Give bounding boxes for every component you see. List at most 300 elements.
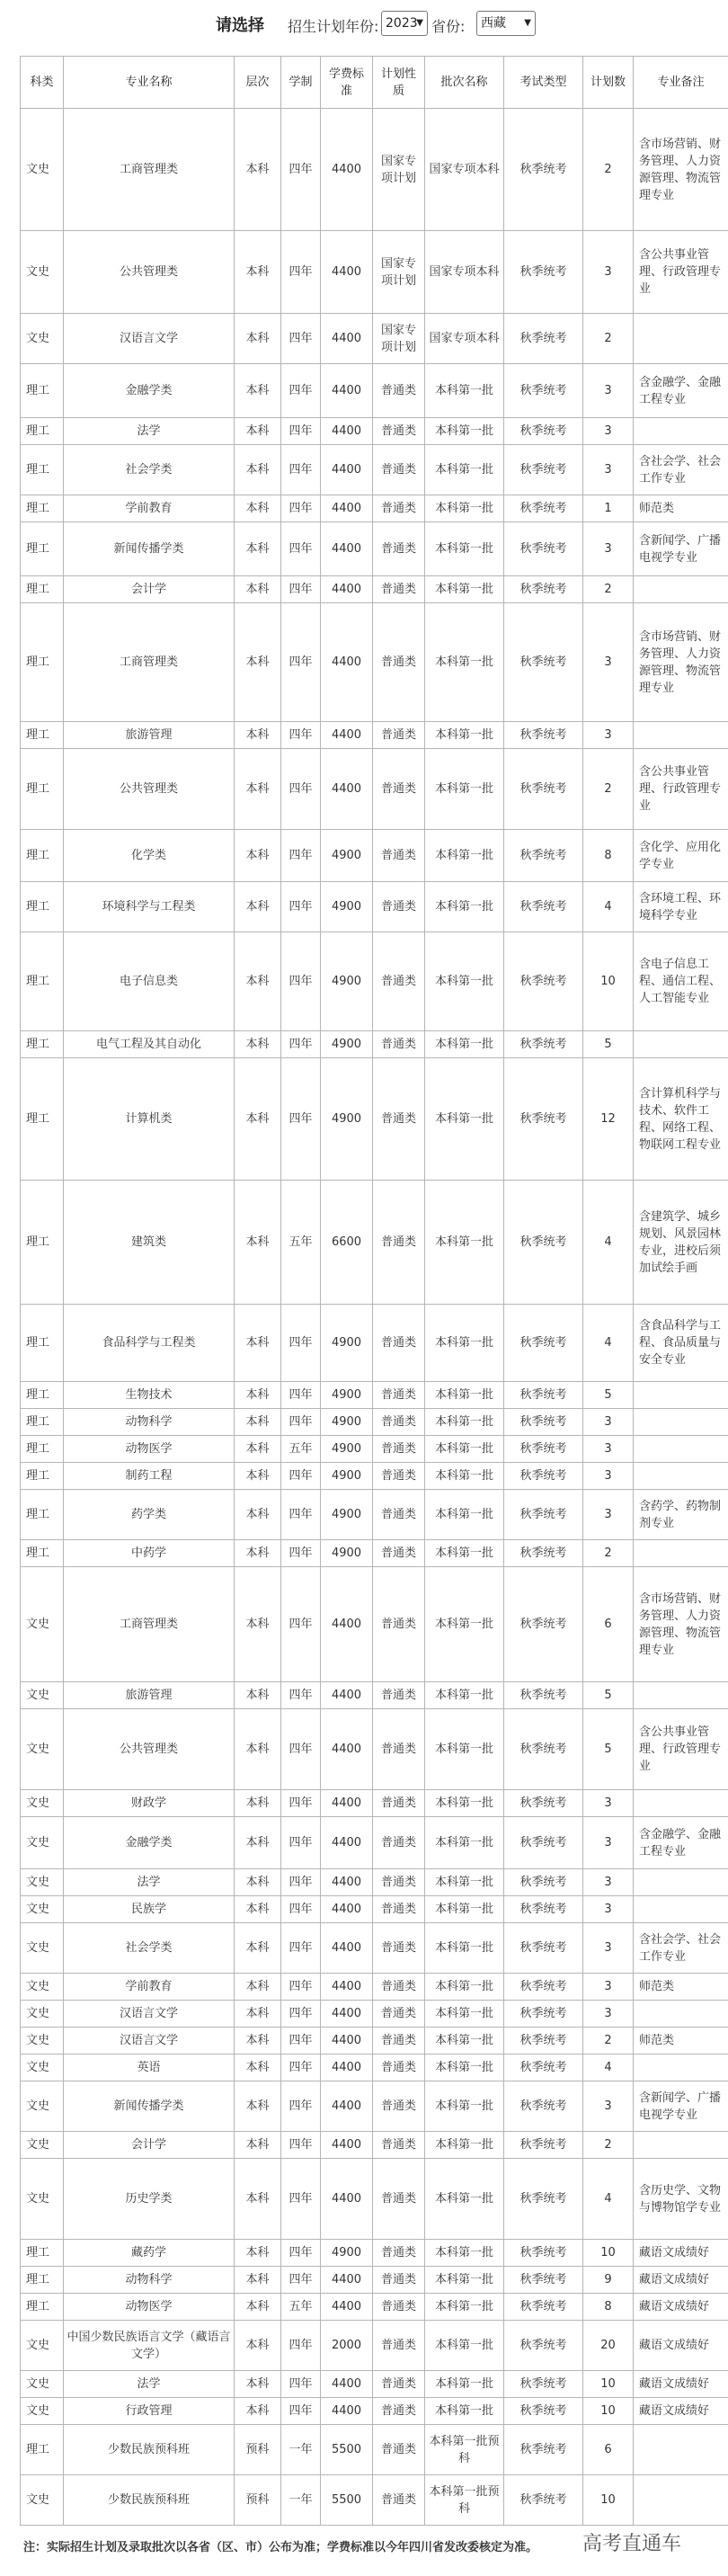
- level-cell: 本科: [235, 495, 281, 522]
- quota-cell: 3: [583, 1923, 634, 1974]
- tuition-cell: 4400: [321, 1817, 373, 1869]
- quota-cell: 9: [583, 2267, 634, 2294]
- duration-cell: 四年: [281, 2132, 321, 2159]
- duration-cell: 四年: [281, 1923, 321, 1974]
- plan-type-cell: 普通类: [373, 830, 425, 882]
- tuition-cell: 4400: [321, 1709, 373, 1790]
- plan-type-cell: 普通类: [373, 2294, 425, 2321]
- year-select-value: 2023: [386, 16, 418, 31]
- tuition-cell: 4900: [321, 1490, 373, 1540]
- remark-cell: [634, 314, 728, 364]
- level-cell: 本科: [235, 932, 281, 1031]
- level-cell: 本科: [235, 2028, 281, 2055]
- tuition-cell: 4400: [321, 231, 373, 314]
- exam-type-cell: 秋季统考: [504, 1869, 583, 1896]
- level-cell: 本科: [235, 231, 281, 314]
- level-cell: 本科: [235, 1567, 281, 1682]
- batch-cell: 国家专项本科: [425, 314, 504, 364]
- tuition-cell: 4400: [321, 364, 373, 418]
- exam-type-cell: 秋季统考: [504, 1567, 583, 1682]
- major-name-cell: 计算机类: [64, 1058, 235, 1181]
- exam-type-cell: 秋季统考: [504, 576, 583, 603]
- tuition-cell: 4400: [321, 1682, 373, 1709]
- table-row: [21, 1974, 728, 2001]
- level-cell: 本科: [235, 2371, 281, 2398]
- tuition-cell: 4400: [321, 2001, 373, 2028]
- category-cell: 文史: [21, 1682, 64, 1709]
- tuition-cell: 4400: [321, 576, 373, 603]
- major-name-cell: 电气工程及其自动化: [64, 1031, 235, 1058]
- quota-cell: 2: [583, 2028, 634, 2055]
- exam-type-cell: 秋季统考: [504, 1790, 583, 1817]
- major-name-cell: 化学类: [64, 830, 235, 882]
- category-cell: 理工: [21, 1436, 64, 1463]
- duration-cell: 四年: [281, 2081, 321, 2132]
- level-cell: 本科: [235, 314, 281, 364]
- exam-type-cell: 秋季统考: [504, 1031, 583, 1058]
- duration-cell: 四年: [281, 1305, 321, 1382]
- category-cell: 理工: [21, 882, 64, 932]
- level-cell: 本科: [235, 522, 281, 576]
- table-row: [21, 1409, 728, 1436]
- tuition-cell: 4900: [321, 1409, 373, 1436]
- level-cell: 本科: [235, 1869, 281, 1896]
- province-label: 省份:: [431, 18, 466, 35]
- duration-cell: 四年: [281, 495, 321, 522]
- category-cell: 文史: [21, 2475, 64, 2526]
- table-row: [21, 882, 728, 932]
- tuition-cell: 4400: [321, 603, 373, 722]
- year-select[interactable]: [381, 11, 428, 36]
- remark-cell: 含新闻学、广播电视学专业: [634, 522, 728, 576]
- table-row: [21, 1923, 728, 1974]
- level-cell: 本科: [235, 1923, 281, 1974]
- exam-type-cell: 秋季统考: [504, 1709, 583, 1790]
- quota-cell: 2: [583, 1540, 634, 1567]
- major-name-cell: 工商管理类: [64, 603, 235, 722]
- level-cell: 本科: [235, 2055, 281, 2081]
- plan-type-cell: 普通类: [373, 1869, 425, 1896]
- table-header-row: [21, 57, 728, 109]
- batch-cell: 本科第一批: [425, 1409, 504, 1436]
- category-cell: 理工: [21, 2240, 64, 2267]
- header-cell: 学制: [281, 57, 321, 109]
- plan-type-cell: 普通类: [373, 2055, 425, 2081]
- remark-cell: 含计算机科学与技术、软件工程、网络工程、物联网工程专业: [634, 1058, 728, 1181]
- duration-cell: 五年: [281, 2294, 321, 2321]
- remark-cell: [634, 1682, 728, 1709]
- exam-type-cell: 秋季统考: [504, 882, 583, 932]
- remark-cell: 含社会学、社会工作专业: [634, 445, 728, 495]
- tuition-cell: 4900: [321, 1305, 373, 1382]
- plan-type-cell: 国家专项计划: [373, 314, 425, 364]
- major-name-cell: 动物医学: [64, 2294, 235, 2321]
- remark-cell: 师范类: [634, 2028, 728, 2055]
- remark-cell: [634, 2055, 728, 2081]
- major-name-cell: 少数民族预科班: [64, 2425, 235, 2475]
- plan-type-cell: 普通类: [373, 1896, 425, 1923]
- plan-type-cell: 普通类: [373, 932, 425, 1031]
- duration-cell: 四年: [281, 522, 321, 576]
- quota-cell: 10: [583, 2398, 634, 2425]
- remark-cell: 藏语文成绩好: [634, 2371, 728, 2398]
- category-cell: 理工: [21, 445, 64, 495]
- major-name-cell: 社会学类: [64, 1923, 235, 1974]
- exam-type-cell: 秋季统考: [504, 109, 583, 231]
- tuition-cell: 4400: [321, 445, 373, 495]
- exam-type-cell: 秋季统考: [504, 1896, 583, 1923]
- tuition-cell: 4400: [321, 1790, 373, 1817]
- category-cell: 文史: [21, 2132, 64, 2159]
- batch-cell: 本科第一批: [425, 1540, 504, 1567]
- category-cell: 文史: [21, 1790, 64, 1817]
- exam-type-cell: 秋季统考: [504, 1181, 583, 1305]
- level-cell: 本科: [235, 445, 281, 495]
- remark-cell: [634, 1031, 728, 1058]
- batch-cell: 本科第一批: [425, 1923, 504, 1974]
- tuition-cell: 4900: [321, 1382, 373, 1409]
- batch-cell: 本科第一批: [425, 2055, 504, 2081]
- major-name-cell: 金融学类: [64, 1817, 235, 1869]
- duration-cell: 四年: [281, 1463, 321, 1490]
- batch-cell: 本科第一批: [425, 603, 504, 722]
- level-cell: 本科: [235, 722, 281, 749]
- header-cell: 计划性质: [373, 57, 425, 109]
- duration-cell: 四年: [281, 1709, 321, 1790]
- table-row: [21, 1709, 728, 1790]
- tuition-cell: 2000: [321, 2321, 373, 2371]
- table-row: [21, 2001, 728, 2028]
- tuition-cell: 4400: [321, 109, 373, 231]
- table-row: [21, 576, 728, 603]
- level-cell: 本科: [235, 576, 281, 603]
- level-cell: 本科: [235, 882, 281, 932]
- major-name-cell: 电子信息类: [64, 932, 235, 1031]
- duration-cell: 四年: [281, 1974, 321, 2001]
- header-cell: 专业备注: [634, 57, 728, 109]
- plan-type-cell: 普通类: [373, 1305, 425, 1382]
- batch-cell: 本科第一批: [425, 1682, 504, 1709]
- table-row: [21, 1790, 728, 1817]
- exam-type-cell: 秋季统考: [504, 1305, 583, 1382]
- batch-cell: 本科第一批: [425, 749, 504, 830]
- major-name-cell: 汉语言文学: [64, 2001, 235, 2028]
- duration-cell: 四年: [281, 2159, 321, 2240]
- remark-cell: 含市场营销、财务管理、人力资源管理、物流管理专业: [634, 603, 728, 722]
- exam-type-cell: 秋季统考: [504, 1436, 583, 1463]
- quota-cell: 2: [583, 576, 634, 603]
- batch-cell: 本科第一批: [425, 1463, 504, 1490]
- level-cell: 本科: [235, 2321, 281, 2371]
- category-cell: 理工: [21, 576, 64, 603]
- remark-cell: 藏语文成绩好: [634, 2321, 728, 2371]
- tuition-cell: 5500: [321, 2425, 373, 2475]
- quota-cell: 5: [583, 1382, 634, 1409]
- remark-cell: 含市场营销、财务管理、人力资源管理、物流管理专业: [634, 109, 728, 231]
- tuition-cell: 4400: [321, 2294, 373, 2321]
- level-cell: 本科: [235, 1896, 281, 1923]
- category-cell: 理工: [21, 932, 64, 1031]
- exam-type-cell: 秋季统考: [504, 1490, 583, 1540]
- level-cell: 本科: [235, 2081, 281, 2132]
- major-name-cell: 动物科学: [64, 1409, 235, 1436]
- quota-cell: 3: [583, 1817, 634, 1869]
- exam-type-cell: 秋季统考: [504, 522, 583, 576]
- remark-cell: 含公共事业管理、行政管理专业: [634, 749, 728, 830]
- duration-cell: 四年: [281, 2055, 321, 2081]
- remark-cell: [634, 1409, 728, 1436]
- category-cell: 文史: [21, 314, 64, 364]
- watermark-logo: 高考直通车: [582, 2533, 682, 2555]
- major-name-cell: 药学类: [64, 1490, 235, 1540]
- level-cell: 本科: [235, 109, 281, 231]
- tuition-cell: 4400: [321, 495, 373, 522]
- quota-cell: 3: [583, 364, 634, 418]
- remark-cell: 藏语文成绩好: [634, 2267, 728, 2294]
- batch-cell: 本科第一批: [425, 2398, 504, 2425]
- category-cell: 文史: [21, 1709, 64, 1790]
- major-name-cell: 新闻传播学类: [64, 522, 235, 576]
- header-cell: 专业名称: [64, 57, 235, 109]
- remark-cell: 师范类: [634, 495, 728, 522]
- major-name-cell: 汉语言文学: [64, 2028, 235, 2055]
- tuition-cell: 4400: [321, 2371, 373, 2398]
- duration-cell: 四年: [281, 445, 321, 495]
- table-row: [21, 2055, 728, 2081]
- exam-type-cell: 秋季统考: [504, 495, 583, 522]
- batch-cell: 本科第一批: [425, 2294, 504, 2321]
- exam-type-cell: 秋季统考: [504, 603, 583, 722]
- quota-cell: 6: [583, 2425, 634, 2475]
- tuition-cell: 4400: [321, 522, 373, 576]
- category-cell: 理工: [21, 1409, 64, 1436]
- duration-cell: 四年: [281, 1031, 321, 1058]
- exam-type-cell: 秋季统考: [504, 2321, 583, 2371]
- batch-cell: 本科第一批: [425, 1490, 504, 1540]
- table-row: [21, 1490, 728, 1540]
- batch-cell: 本科第一批: [425, 495, 504, 522]
- category-cell: 理工: [21, 1181, 64, 1305]
- quota-cell: 4: [583, 2159, 634, 2240]
- major-name-cell: 法学: [64, 2371, 235, 2398]
- level-cell: 本科: [235, 1540, 281, 1567]
- exam-type-cell: 秋季统考: [504, 1923, 583, 1974]
- remark-cell: 含药学、药物制剂专业: [634, 1490, 728, 1540]
- level-cell: 本科: [235, 1031, 281, 1058]
- plan-type-cell: 普通类: [373, 522, 425, 576]
- major-name-cell: 法学: [64, 1869, 235, 1896]
- duration-cell: 四年: [281, 882, 321, 932]
- exam-type-cell: 秋季统考: [504, 1817, 583, 1869]
- duration-cell: 四年: [281, 1682, 321, 1709]
- quota-cell: 8: [583, 2294, 634, 2321]
- category-cell: 理工: [21, 749, 64, 830]
- major-name-cell: 公共管理类: [64, 749, 235, 830]
- quota-cell: 3: [583, 1463, 634, 1490]
- tuition-cell: 4400: [321, 2132, 373, 2159]
- duration-cell: 四年: [281, 1058, 321, 1181]
- major-name-cell: 民族学: [64, 1896, 235, 1923]
- table-row: [21, 1382, 728, 1409]
- quota-cell: 3: [583, 1974, 634, 2001]
- major-name-cell: 建筑类: [64, 1181, 235, 1305]
- major-name-cell: 动物科学: [64, 2267, 235, 2294]
- admission-plan-table: [20, 56, 728, 2526]
- batch-cell: 本科第一批: [425, 522, 504, 576]
- tuition-cell: 5500: [321, 2475, 373, 2526]
- batch-cell: 本科第一批: [425, 1058, 504, 1181]
- province-select[interactable]: [476, 11, 536, 36]
- remark-cell: 含公共事业管理、行政管理专业: [634, 1709, 728, 1790]
- batch-cell: 本科第一批: [425, 1817, 504, 1869]
- table-row: [21, 932, 728, 1031]
- remark-cell: [634, 722, 728, 749]
- tuition-cell: 4400: [321, 749, 373, 830]
- category-cell: 理工: [21, 1463, 64, 1490]
- batch-cell: 本科第一批: [425, 418, 504, 445]
- footnote: 注：实际招生计划及录取批次以各省（区、市）公布为准；学费标准以今年四川省发改委核定为准。: [23, 2541, 538, 2554]
- tuition-cell: 4900: [321, 1463, 373, 1490]
- quota-cell: 2: [583, 109, 634, 231]
- level-cell: 本科: [235, 2159, 281, 2240]
- duration-cell: 四年: [281, 2240, 321, 2267]
- duration-cell: 一年: [281, 2425, 321, 2475]
- batch-cell: 国家专项本科: [425, 109, 504, 231]
- batch-cell: 本科第一批: [425, 2159, 504, 2240]
- batch-cell: 本科第一批: [425, 1567, 504, 1682]
- batch-cell: 本科第一批: [425, 932, 504, 1031]
- batch-cell: 本科第一批: [425, 1974, 504, 2001]
- table-row: [21, 749, 728, 830]
- table-row: [21, 2028, 728, 2055]
- plan-type-cell: 普通类: [373, 1923, 425, 1974]
- tuition-cell: 4400: [321, 2159, 373, 2240]
- duration-cell: 四年: [281, 2028, 321, 2055]
- level-cell: 本科: [235, 2240, 281, 2267]
- quota-cell: 6: [583, 1567, 634, 1682]
- quota-cell: 12: [583, 1058, 634, 1181]
- category-cell: 理工: [21, 1490, 64, 1540]
- duration-cell: 四年: [281, 314, 321, 364]
- table-row: [21, 1869, 728, 1896]
- category-cell: 文史: [21, 1896, 64, 1923]
- plan-type-cell: 普通类: [373, 2398, 425, 2425]
- remark-cell: 含电子信息工程、通信工程、人工智能专业: [634, 932, 728, 1031]
- category-cell: 理工: [21, 603, 64, 722]
- plan-type-cell: 普通类: [373, 1382, 425, 1409]
- category-cell: 理工: [21, 2425, 64, 2475]
- quota-cell: 10: [583, 2240, 634, 2267]
- category-cell: 文史: [21, 2398, 64, 2425]
- table-row: [21, 1031, 728, 1058]
- plan-type-cell: 普通类: [373, 1490, 425, 1540]
- quota-cell: 5: [583, 1682, 634, 1709]
- duration-cell: 四年: [281, 2001, 321, 2028]
- duration-cell: 四年: [281, 1567, 321, 1682]
- exam-type-cell: 秋季统考: [504, 231, 583, 314]
- quota-cell: 4: [583, 1305, 634, 1382]
- level-cell: 本科: [235, 1463, 281, 1490]
- category-cell: 理工: [21, 1058, 64, 1181]
- table-row: [21, 495, 728, 522]
- tuition-cell: 4400: [321, 418, 373, 445]
- table-row: [21, 1817, 728, 1869]
- tuition-cell: 4900: [321, 2240, 373, 2267]
- batch-cell: 本科第一批: [425, 1709, 504, 1790]
- duration-cell: 四年: [281, 603, 321, 722]
- exam-type-cell: 秋季统考: [504, 1409, 583, 1436]
- plan-type-cell: 普通类: [373, 1540, 425, 1567]
- batch-cell: 本科第一批: [425, 722, 504, 749]
- table-row: [21, 1305, 728, 1382]
- category-cell: 文史: [21, 1869, 64, 1896]
- major-name-cell: 少数民族预科班: [64, 2475, 235, 2526]
- category-cell: 理工: [21, 364, 64, 418]
- table-row: [21, 722, 728, 749]
- batch-cell: 本科第一批预科: [425, 2475, 504, 2526]
- table-row: [21, 1436, 728, 1463]
- quota-cell: 3: [583, 418, 634, 445]
- table-row: [21, 830, 728, 882]
- quota-cell: 3: [583, 2001, 634, 2028]
- quota-cell: 3: [583, 522, 634, 576]
- remark-cell: [634, 2475, 728, 2526]
- duration-cell: 四年: [281, 231, 321, 314]
- remark-cell: [634, 1790, 728, 1817]
- plan-type-cell: 普通类: [373, 1181, 425, 1305]
- plan-type-cell: 普通类: [373, 1817, 425, 1869]
- remark-cell: [634, 1540, 728, 1567]
- major-name-cell: 学前教育: [64, 1974, 235, 2001]
- quota-cell: 3: [583, 1869, 634, 1896]
- level-cell: 本科: [235, 603, 281, 722]
- quota-cell: 10: [583, 2475, 634, 2526]
- major-name-cell: 工商管理类: [64, 1567, 235, 1682]
- plan-type-cell: 普通类: [373, 2267, 425, 2294]
- tuition-cell: 4900: [321, 932, 373, 1031]
- plan-type-cell: 普通类: [373, 576, 425, 603]
- table-row: [21, 231, 728, 314]
- tuition-cell: 6600: [321, 1181, 373, 1305]
- exam-type-cell: 秋季统考: [504, 830, 583, 882]
- plan-type-cell: 普通类: [373, 2159, 425, 2240]
- major-name-cell: 英语: [64, 2055, 235, 2081]
- category-cell: 理工: [21, 2267, 64, 2294]
- major-name-cell: 历史学类: [64, 2159, 235, 2240]
- table-row: [21, 1463, 728, 1490]
- tuition-cell: 4400: [321, 722, 373, 749]
- remark-cell: 藏语文成绩好: [634, 2398, 728, 2425]
- duration-cell: 四年: [281, 1896, 321, 1923]
- exam-type-cell: 秋季统考: [504, 722, 583, 749]
- major-name-cell: 学前教育: [64, 495, 235, 522]
- category-cell: 理工: [21, 495, 64, 522]
- duration-cell: 四年: [281, 109, 321, 231]
- quota-cell: 3: [583, 1896, 634, 1923]
- quota-cell: 3: [583, 1409, 634, 1436]
- level-cell: 本科: [235, 1436, 281, 1463]
- quota-cell: 3: [583, 1436, 634, 1463]
- remark-cell: 藏语文成绩好: [634, 2294, 728, 2321]
- level-cell: 本科: [235, 2132, 281, 2159]
- table-row: [21, 2159, 728, 2240]
- duration-cell: 五年: [281, 1436, 321, 1463]
- duration-cell: 四年: [281, 1540, 321, 1567]
- major-name-cell: 工商管理类: [64, 109, 235, 231]
- plan-type-cell: 普通类: [373, 2081, 425, 2132]
- plan-type-cell: 普通类: [373, 364, 425, 418]
- remark-cell: 藏语文成绩好: [634, 2240, 728, 2267]
